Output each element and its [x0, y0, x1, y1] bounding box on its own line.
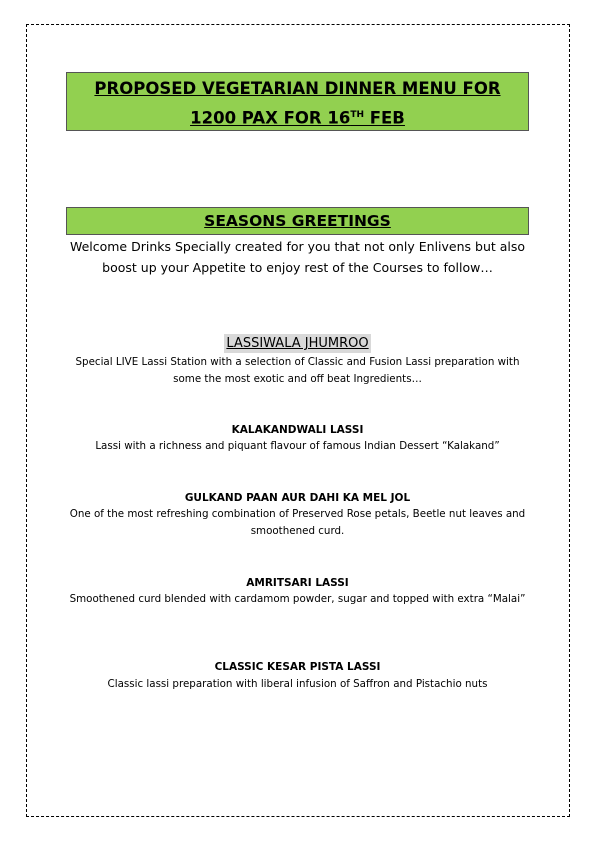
menu-title-line-2	[67, 102, 528, 132]
item-description: One of the most refreshing combination of Preserved Rose petals, Beetle nut leaves and smoothened curd.	[69, 508, 526, 537]
menu-title-box	[66, 72, 529, 131]
greetings-heading: SEASONS GREETINGS	[204, 212, 391, 230]
welcome-text: Welcome Drinks Specially created for you that not only Enlivens but also boost up your Appetite to enjoy rest of the Courses to follow…	[69, 239, 526, 275]
menu-title-line-1: PROPOSED VEGETARIAN DINNER MENU FOR	[94, 79, 501, 98]
item-description: Smoothened curd blended with cardamom powder, sugar and topped with extra “Malai”	[69, 593, 526, 605]
item-title: AMRITSARI LASSI	[246, 577, 349, 589]
menu-title-line-2-suffix: FEB	[364, 108, 405, 128]
item-description: Classic lassi preparation with liberal infusion of Saffron and Pistachio nuts	[107, 678, 488, 690]
item-title: GULKAND PAAN AUR DAHI KA MEL JOL	[184, 492, 411, 504]
station-description: Special LIVE Lassi Station with a selection of Classic and Fusion Lassi preparation with some the most exotic and off beat Ingredients…	[75, 356, 520, 385]
item-title: CLASSIC KESAR PISTA LASSI	[214, 661, 381, 673]
station-heading-row	[0, 332, 595, 353]
station-heading: LASSIWALA JHUMROO	[226, 336, 369, 351]
page-border	[26, 24, 570, 817]
item-title: KALAKANDWALI LASSI	[231, 424, 364, 436]
menu-title-superscript: TH	[350, 110, 364, 120]
item-description: Lassi with a richness and piquant flavour of famous Indian Dessert “Kalakand”	[95, 440, 500, 452]
menu-title-line-2-text: 1200 PAX FOR 16	[190, 108, 351, 128]
greetings-heading-box	[66, 207, 529, 235]
